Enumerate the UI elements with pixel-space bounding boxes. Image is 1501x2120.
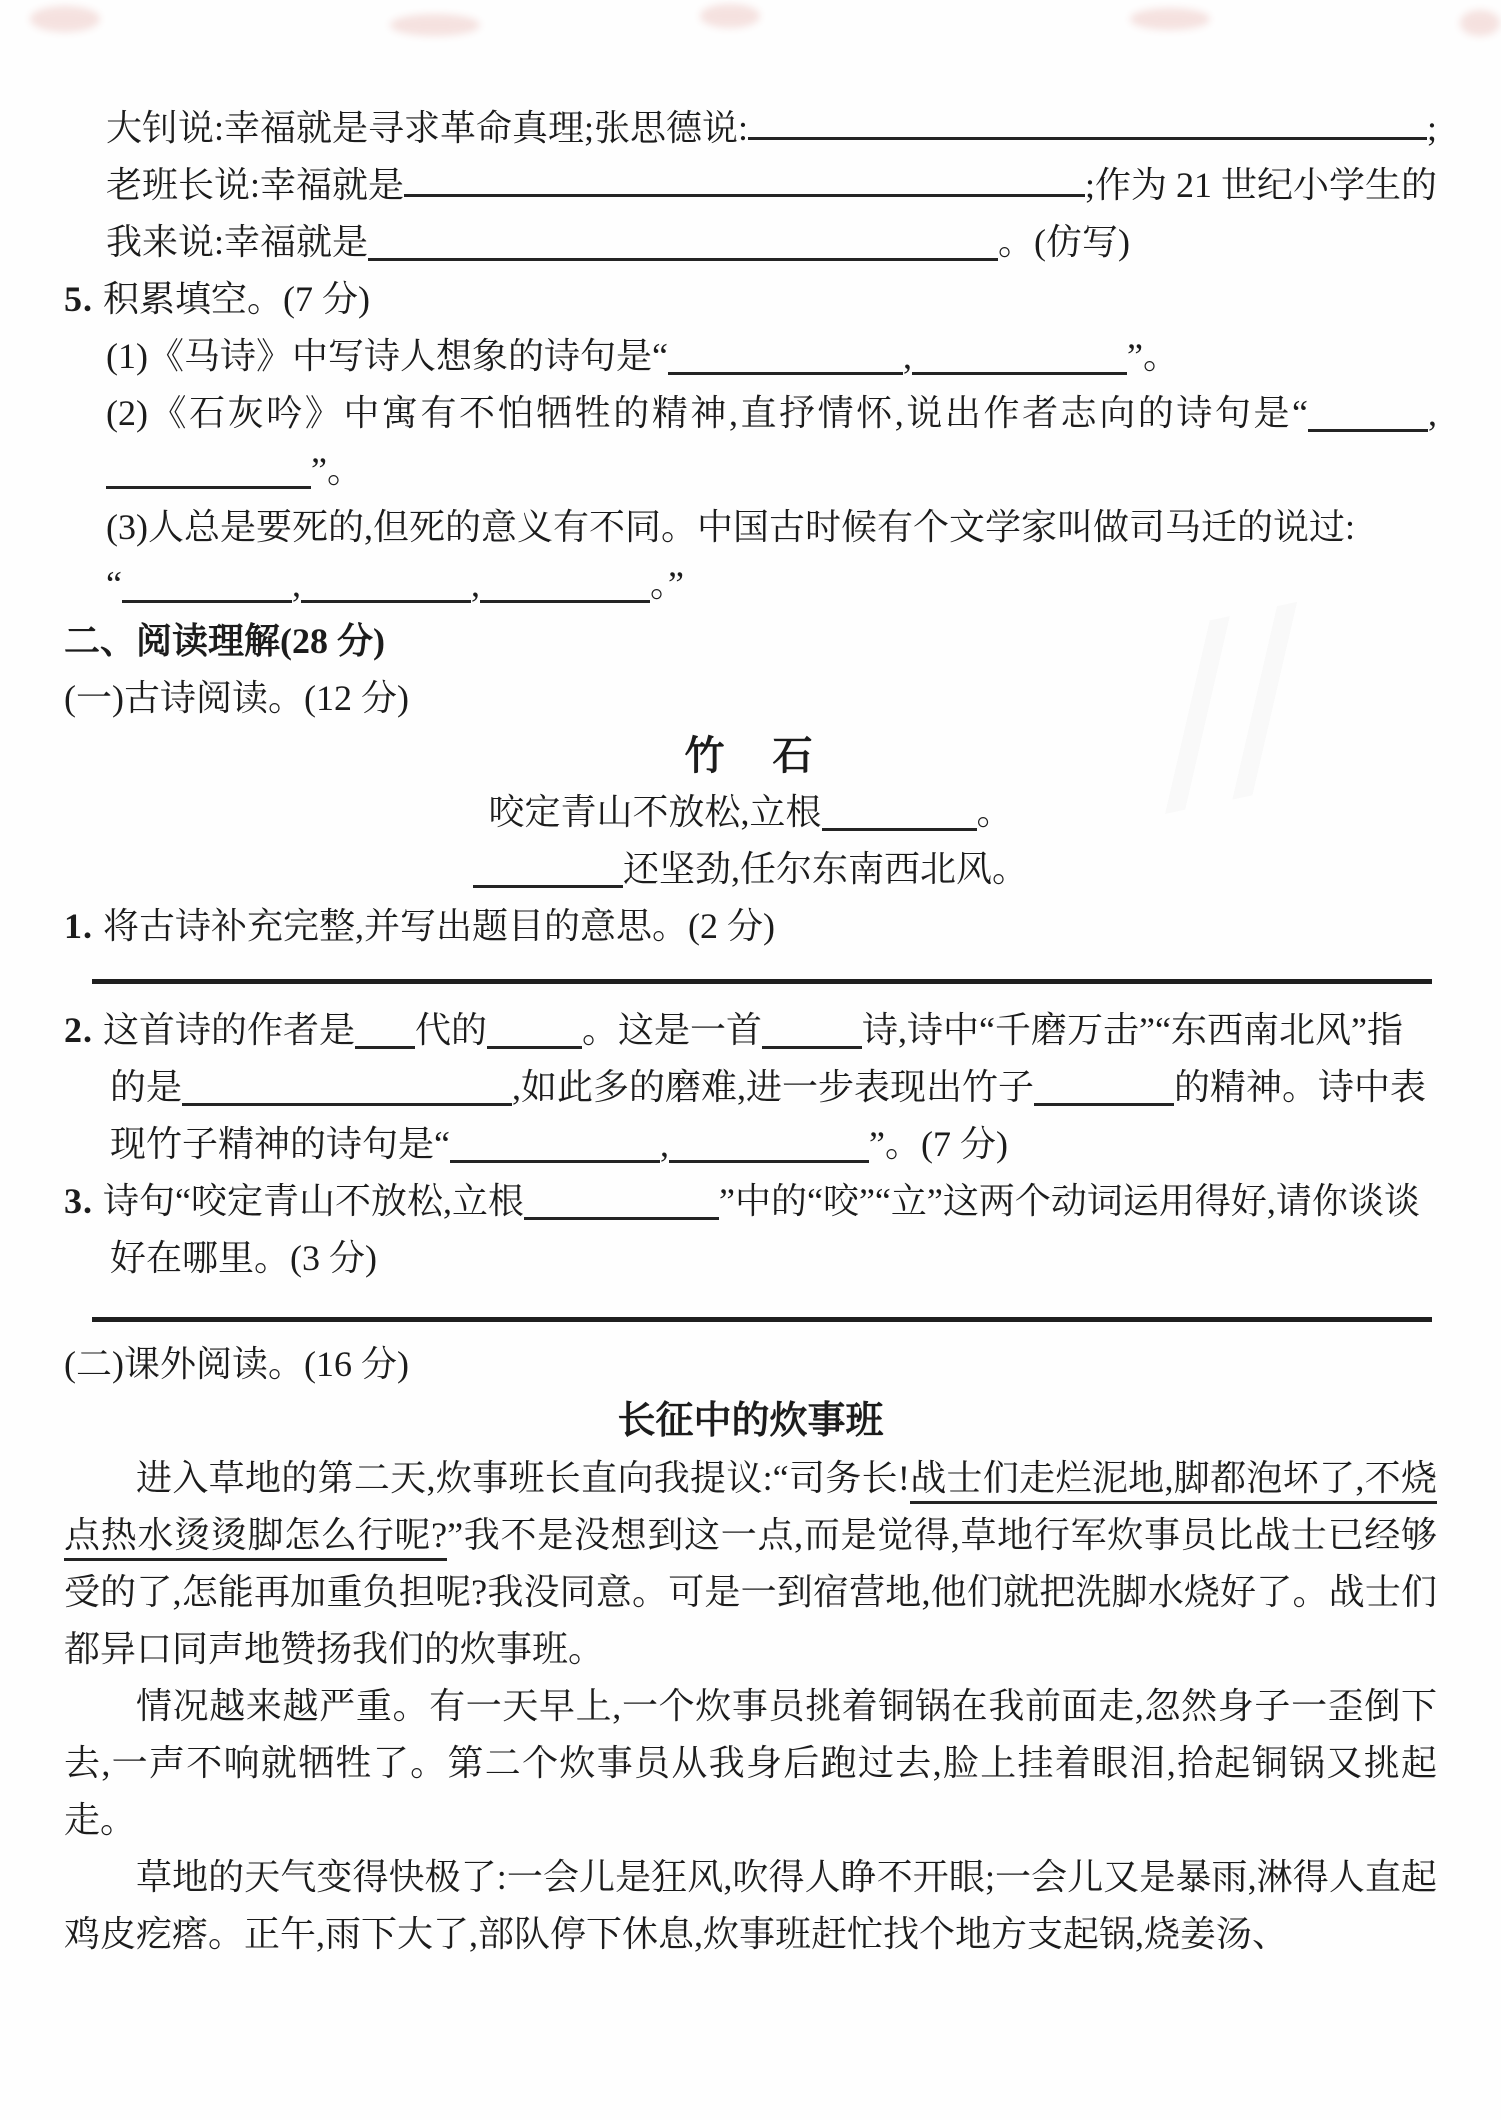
question-number: 3. bbox=[64, 1181, 93, 1221]
question-text: 代的 bbox=[415, 1010, 488, 1050]
question-text: (1)《马诗》中写诗人想象的诗句是“ bbox=[106, 336, 668, 376]
fill-line-banzhang bbox=[106, 157, 1437, 214]
question-text: , bbox=[291, 564, 301, 604]
question-text: 诗,诗中“千磨万击”“东西南北风”指的是 bbox=[110, 1010, 1403, 1107]
passage-paragraph-1 bbox=[64, 1450, 1437, 1678]
passage-text: 情况越来越严重。有一天早上,一个炊事员挑着铜锅在我前面走,忽然身子一歪倒下去,一声不响就牺牲了。第二个炊事员从我身后跑过去,脸上挂着眼泪,拾起铜锅又挑起走。 bbox=[64, 1686, 1437, 1840]
question-2 bbox=[64, 1002, 1437, 1173]
question-text: 诗句“咬定青山不放松,立根 bbox=[103, 1181, 524, 1221]
question-5-header bbox=[64, 271, 1437, 328]
fill-line-text: 老班长说:幸福就是 bbox=[106, 165, 405, 205]
section-title: 二、阅读理解(28 分) bbox=[64, 621, 385, 661]
question-text: 。” bbox=[649, 564, 684, 604]
question-5-sub-2 bbox=[106, 385, 1437, 499]
answer-blank bbox=[748, 110, 1427, 140]
fill-line-text: 。(仿写) bbox=[998, 222, 1130, 262]
passage-text: 进入草地的第二天,炊事班长直向我提议:“司务长! bbox=[136, 1458, 910, 1498]
question-text: ”中的“咬”“立”这两个动词运用得好,请你谈谈好在哪里。(3 分) bbox=[110, 1181, 1420, 1278]
question-text: , bbox=[1428, 393, 1437, 433]
question-5-sub-3 bbox=[106, 499, 1437, 556]
section-2-part-2-label bbox=[64, 1336, 1437, 1393]
question-3 bbox=[64, 1173, 1437, 1287]
passage-paragraph-3 bbox=[64, 1849, 1437, 1963]
passage-text: ”我不是没想到这一点,而是觉得,草地行军炊事员比战士已经够受的了,怎能再加重负担呢?我没同意。可是一到宿营地,他们就把洗脚水烧好了。战士们都异口同声地赞扬我们的炊事班。 bbox=[64, 1515, 1437, 1669]
answer-blank bbox=[524, 1190, 719, 1220]
question-text: 这首诗的作者是 bbox=[103, 1010, 356, 1050]
answer-blank bbox=[1308, 402, 1428, 432]
question-text: , bbox=[470, 564, 480, 604]
answer-blank bbox=[822, 801, 977, 831]
scan-smudge bbox=[390, 14, 480, 36]
passage-underlined-text: 战士们走烂泥地,脚都泡坏了,不烧点热水烫烫脚怎么行呢? bbox=[64, 1458, 1437, 1561]
answer-blank bbox=[1034, 1076, 1174, 1106]
question-1 bbox=[64, 898, 1437, 955]
question-text: ”。 bbox=[1126, 336, 1179, 376]
part-label: (一)古诗阅读。(12 分) bbox=[64, 678, 409, 718]
fill-line-text: 大钊说:幸福就是寻求革命真理;张思德说: bbox=[106, 108, 749, 148]
question-text: , bbox=[659, 1124, 669, 1164]
scan-smudge bbox=[30, 6, 100, 32]
scan-smudge bbox=[1460, 10, 1500, 36]
fill-line-text: 我来说:幸福就是 bbox=[106, 222, 369, 262]
question-text: ”。 bbox=[311, 450, 363, 490]
question-5-sub-1 bbox=[106, 328, 1437, 385]
poem-text: 咬定青山不放松,立根 bbox=[488, 792, 822, 832]
question-text: 。这是一首 bbox=[582, 1010, 763, 1050]
answer-blank bbox=[912, 345, 1127, 375]
answer-blank bbox=[355, 1019, 415, 1049]
passage-paragraph-2 bbox=[64, 1678, 1437, 1849]
scan-smudge bbox=[700, 4, 760, 28]
fill-line-wolaishuo bbox=[106, 214, 1437, 271]
question-number: 5. bbox=[64, 279, 93, 319]
answer-blank bbox=[668, 345, 903, 375]
answer-blank bbox=[404, 167, 1085, 197]
answer-blank bbox=[182, 1076, 512, 1106]
answer-blank bbox=[669, 1133, 869, 1163]
poem-line-2 bbox=[64, 841, 1437, 898]
answer-blank bbox=[762, 1019, 862, 1049]
answer-blank bbox=[450, 1133, 660, 1163]
answer-blank bbox=[487, 1019, 582, 1049]
question-text: , bbox=[902, 336, 912, 376]
answer-blank bbox=[106, 459, 311, 489]
poem-title-text: 竹 石 bbox=[684, 733, 817, 778]
poem-text: 还坚劲,任尔东南西北风。 bbox=[622, 849, 1028, 889]
question-text: 将古诗补充完整,并写出题目的意思。(2 分) bbox=[103, 906, 775, 946]
question-text: (3)人总是要死的,但死的意义有不同。中国古时候有个文学家叫做司马迁的说过: bbox=[106, 507, 1355, 547]
question-text: “ bbox=[106, 564, 122, 604]
question-text: (2)《石灰吟》中寓有不怕牺牲的精神,直抒情怀,说出作者志向的诗句是“ bbox=[106, 393, 1308, 433]
answer-blank bbox=[122, 573, 292, 603]
fill-line-text: ;作为 21 世纪小学生的 bbox=[1084, 165, 1437, 205]
fill-line-text: ; bbox=[1426, 108, 1437, 148]
question-number: 2. bbox=[64, 1010, 93, 1050]
answer-rule bbox=[92, 979, 1432, 984]
answer-blank bbox=[480, 573, 650, 603]
passage-title bbox=[64, 1393, 1437, 1450]
answer-blank bbox=[368, 231, 998, 261]
question-text: ”。(7 分) bbox=[868, 1124, 1008, 1164]
fill-line-dazhao bbox=[106, 100, 1437, 157]
passage-title-text: 长征中的炊事班 bbox=[617, 1400, 884, 1442]
passage-text: 草地的天气变得快极了:一会儿是狂风,吹得人睁不开眼;一会儿又是暴雨,淋得人直起鸡皮疙瘩。正午,雨下大了,部队停下休息,炊事班赶忙找个地方支起锅,烧姜汤、 bbox=[64, 1857, 1437, 1954]
poem-text: 。 bbox=[976, 792, 1013, 832]
scan-smudge bbox=[1130, 8, 1210, 30]
question-text: 的精神。诗中表现竹子精神的诗句是“ bbox=[110, 1067, 1427, 1164]
answer-rule bbox=[92, 1317, 1432, 1322]
answer-blank bbox=[473, 858, 623, 888]
question-number: 1. bbox=[64, 906, 93, 946]
answer-blank bbox=[301, 573, 471, 603]
question-5-sub-3-blanks bbox=[106, 556, 1437, 613]
question-title: 积累填空。(7 分) bbox=[103, 279, 370, 319]
question-text: ,如此多的磨难,进一步表现出竹子 bbox=[512, 1067, 1035, 1107]
part-label: (二)课外阅读。(16 分) bbox=[64, 1344, 409, 1384]
